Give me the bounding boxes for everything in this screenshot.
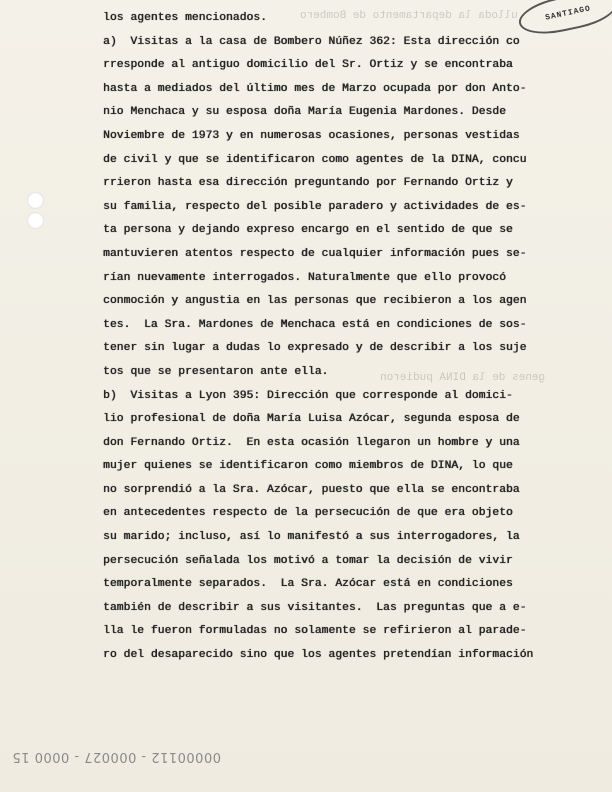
punch-hole-bottom xyxy=(27,212,44,229)
text-line: Noviembre de 1973 y en numerosas ocasiones, personas vestidas xyxy=(103,129,520,142)
text-line: mujer quienes se identificaron como miembros de DINA, lo que xyxy=(103,460,513,473)
text-line: b) Visitas a Lyon 395: Dirección que corresponde al domici- xyxy=(103,389,513,402)
text-line: rrieron hasta esa dirección preguntando por Fernando Ortiz y xyxy=(103,177,513,190)
text-line: temporalmente separados. La Sra. Azócar está en condiciones xyxy=(103,578,513,591)
text-line: hasta a mediados del último mes de Marzo ocupada por don Anto- xyxy=(103,82,527,95)
text-line: su marido; incluso, así lo manifestó a sus interrogadores, la xyxy=(103,531,520,544)
text-line: don Fernando Ortiz. En esta ocasión llegaron un hombre y una xyxy=(103,436,520,449)
punch-hole-top xyxy=(27,192,44,209)
text-line: su familia, respecto del posible paradero y actividades de es- xyxy=(103,200,527,213)
text-line: en antecedentes respecto de la persecución de que era objeto xyxy=(103,507,513,520)
text-line: ro del desaparecido sino que los agentes pretendían información xyxy=(103,649,534,662)
archive-reference-number: 00000112 - 000027 - 0000 15 xyxy=(12,749,221,764)
text-line: mantuvieren atentos respecto de cualquier información pues se- xyxy=(103,247,527,260)
text-line: también de describir a sus visitantes. Las preguntas que a e- xyxy=(103,601,527,614)
text-line: nio Menchaca y su esposa doña María Eugenia Mardones. Desde xyxy=(103,106,506,119)
text-line: no sorprendió a la Sra. Azócar, puesto que ella se encontraba xyxy=(103,483,520,496)
text-line: persecución señalada los motivó a tomar la decisión de vivir xyxy=(103,554,513,567)
bleed-through-text-top: ulloda la departamento de Bombero xyxy=(300,10,518,22)
text-line: a) Visitas a la casa de Bombero Núñez 362: Esta dirección co xyxy=(103,35,520,48)
text-line: de civil y que se identificaron como agentes de la DINA, concu xyxy=(103,153,527,166)
text-line: tos que se presentaron ante ella. xyxy=(103,365,329,378)
stamp-label: SANTIAGO xyxy=(544,3,592,23)
text-line: los agentes mencionados. xyxy=(103,12,267,24)
text-line: rían nuevamente interrogados. Naturalmente que ello provocó xyxy=(103,271,506,284)
text-line: tener sin lugar a dudas lo expresado y de describir a los suje xyxy=(103,342,527,355)
text-line: lla le fueron formuladas no solamente se refirieron al parade- xyxy=(103,625,527,638)
text-line: rresponde al antiguo domicilio del Sr. Ortiz y se encontraba xyxy=(103,59,513,72)
typed-text-block xyxy=(103,7,558,668)
text-line: tes. La Sra. Mardones de Menchaca está en condiciones de sos- xyxy=(103,318,527,331)
text-line: lio profesional de doña María Luisa Azócar, segunda esposa de xyxy=(103,413,520,426)
text-line: conmoción y angustia en las personas que recibieron a los agen xyxy=(103,295,527,308)
bleed-through-text-mid: genes de la DINA pudieron xyxy=(380,372,546,384)
text-line: ta persona y dejando expreso encargo en el sentido de que se xyxy=(103,224,513,237)
